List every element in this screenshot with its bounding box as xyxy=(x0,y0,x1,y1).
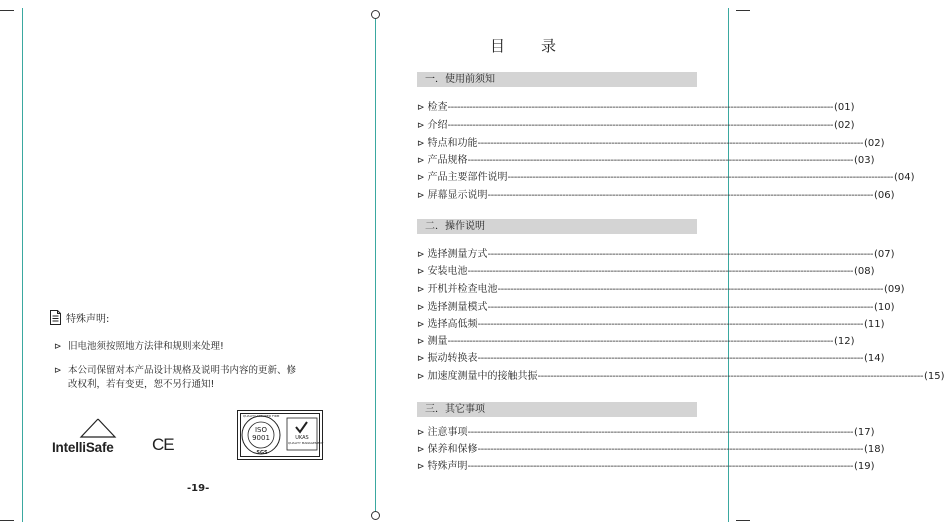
triangle-bullet-icon: ⊳ xyxy=(417,121,425,131)
iso-text: ISO 9001 xyxy=(252,426,270,442)
triangle-bullet-icon: ⊳ xyxy=(417,285,425,295)
dot-leader xyxy=(468,264,853,280)
toc-item-label: 加速度测量中的接触共振 xyxy=(427,371,538,382)
toc-item-label: 注意事项 xyxy=(427,427,468,438)
bullet-arrow-icon: ⊳ xyxy=(54,342,62,352)
notice-item xyxy=(54,364,339,392)
triangle-bullet-icon: ⊳ xyxy=(417,139,425,149)
triangle-bullet-icon: ⊳ xyxy=(417,267,425,277)
toc-item-label: 介绍 xyxy=(427,120,448,131)
toc-item-page: (04) xyxy=(894,172,915,183)
dot-leader xyxy=(448,118,833,134)
ce-mark: CE xyxy=(152,435,174,454)
triangle-bullet-icon: ⊳ xyxy=(417,462,425,472)
notice-section xyxy=(50,310,340,325)
dot-leader xyxy=(478,317,863,333)
notice-item xyxy=(54,340,334,354)
triangle-bullet-icon: ⊳ xyxy=(417,103,425,113)
crop-mark xyxy=(736,520,750,521)
toc-item-label: 振动转换表 xyxy=(427,353,478,364)
triangle-bullet-icon: ⊳ xyxy=(417,250,425,260)
toc-item-page: (02) xyxy=(834,120,855,131)
page-number: -19- xyxy=(187,483,210,494)
notice-title: 特殊声明: xyxy=(66,314,110,325)
triangle-bullet-icon: ⊳ xyxy=(417,354,425,364)
registration-mark-top xyxy=(371,10,380,19)
ukas-text: UKAS xyxy=(295,435,309,441)
toc-item[interactable] xyxy=(417,442,885,458)
dot-leader xyxy=(508,170,893,186)
toc-item-label: 选择高低频 xyxy=(427,319,478,330)
toc-item-page: (14) xyxy=(864,353,885,364)
toc-item[interactable] xyxy=(417,153,875,169)
triangle-bullet-icon: ⊳ xyxy=(417,320,425,330)
intellisafe-logo xyxy=(52,415,134,460)
triangle-bullet-icon: ⊳ xyxy=(417,156,425,166)
registration-mark-bottom xyxy=(371,511,380,520)
toc-item[interactable] xyxy=(417,369,945,385)
dot-leader xyxy=(498,282,883,298)
toc-item[interactable] xyxy=(417,100,855,116)
notice-item-text: 旧电池须按照地方法律和规则来处理! xyxy=(68,341,224,352)
toc-item-page: (11) xyxy=(864,319,885,330)
toc-item-page: (01) xyxy=(834,102,855,113)
crop-mark xyxy=(0,10,14,11)
toc-item[interactable] xyxy=(417,170,915,186)
crop-mark xyxy=(736,10,750,11)
toc-item-page: (10) xyxy=(874,302,895,313)
dot-leader xyxy=(488,300,873,316)
notice-item-text-line2: 改权利，若有变更，恕不另行通知! xyxy=(68,379,215,390)
triangle-bullet-icon: ⊳ xyxy=(417,303,425,313)
toc-item[interactable] xyxy=(417,247,895,263)
toc-item[interactable] xyxy=(417,300,895,316)
toc-item-label: 选择测量方式 xyxy=(427,249,488,260)
toc-item-page: (08) xyxy=(854,266,875,277)
dot-leader xyxy=(478,136,863,152)
toc-item-page: (12) xyxy=(834,336,855,347)
toc-item-page: (07) xyxy=(874,249,895,260)
toc-item-page: (06) xyxy=(874,190,895,201)
toc-item[interactable] xyxy=(417,317,885,333)
section-heading: 二．操作说明 xyxy=(417,219,697,234)
dot-leader xyxy=(468,425,853,441)
toc-item[interactable] xyxy=(417,351,885,367)
triangle-bullet-icon: ⊳ xyxy=(417,337,425,347)
spine-line xyxy=(375,18,376,512)
toc-item-label: 保养和保修 xyxy=(427,444,478,455)
toc-item[interactable] xyxy=(417,264,875,280)
dot-leader xyxy=(478,442,863,458)
toc-title: 目 录 xyxy=(490,37,559,55)
triangle-bullet-icon: ⊳ xyxy=(417,445,425,455)
dot-leader xyxy=(488,247,873,263)
dot-leader xyxy=(448,100,833,116)
toc-item-label: 开机并检查电池 xyxy=(427,284,498,295)
toc-item[interactable] xyxy=(417,334,855,350)
document-icon xyxy=(50,310,61,325)
toc-item-label: 安装电池 xyxy=(427,266,468,277)
toc-item-label: 特殊声明 xyxy=(427,461,468,472)
toc-item[interactable] xyxy=(417,136,885,152)
toc-item-page: (02) xyxy=(864,138,885,149)
dot-leader xyxy=(478,351,863,367)
certification-badge xyxy=(237,410,323,460)
notice-item-text-line1: 本公司保留对本产品设计规格及说明书内容的更新、修 xyxy=(68,365,297,376)
toc-item-label: 产品主要部件说明 xyxy=(427,172,508,183)
brand-name: IntelliSafe xyxy=(52,440,114,455)
triangle-bullet-icon: ⊳ xyxy=(417,173,425,183)
toc-item-page: (19) xyxy=(854,461,875,472)
toc-item-label: 选择测量模式 xyxy=(427,302,488,313)
toc-item-page: (18) xyxy=(864,444,885,455)
toc-item-label: 测量 xyxy=(427,336,448,347)
crop-mark xyxy=(0,520,14,521)
left-margin-line xyxy=(22,8,23,522)
toc-item-page: (15) xyxy=(924,371,945,382)
dot-leader xyxy=(468,459,853,475)
toc-item[interactable] xyxy=(417,425,875,441)
triangle-bullet-icon: ⊳ xyxy=(417,372,425,382)
triangle-bullet-icon: ⊳ xyxy=(417,191,425,201)
bullet-arrow-icon: ⊳ xyxy=(54,366,62,376)
dot-leader xyxy=(448,334,833,350)
ukas-subtext: QUALITY MANAGEMENT xyxy=(288,441,324,445)
toc-item-page: (09) xyxy=(884,284,905,295)
triangle-bullet-icon: ⊳ xyxy=(417,428,425,438)
toc-item-label: 特点和功能 xyxy=(427,138,478,149)
toc-item[interactable] xyxy=(417,282,905,298)
sgs-text: SGS xyxy=(256,450,268,456)
toc-item-page: (17) xyxy=(854,427,875,438)
seal-ring-text: QUALITY ASSURED FIRM xyxy=(243,414,280,418)
toc-item-page: (03) xyxy=(854,155,875,166)
toc-item-label: 屏幕显示说明 xyxy=(427,190,488,201)
dot-leader xyxy=(488,188,873,204)
toc-item[interactable] xyxy=(417,459,875,475)
toc-item[interactable] xyxy=(417,118,855,134)
toc-item-label: 检查 xyxy=(427,102,448,113)
section-heading: 一．使用前须知 xyxy=(417,72,697,87)
toc-item-label: 产品规格 xyxy=(427,155,468,166)
section-heading: 三．其它事项 xyxy=(417,402,697,417)
dot-leader xyxy=(468,153,853,169)
dot-leader xyxy=(538,369,923,385)
toc-item[interactable] xyxy=(417,188,895,204)
